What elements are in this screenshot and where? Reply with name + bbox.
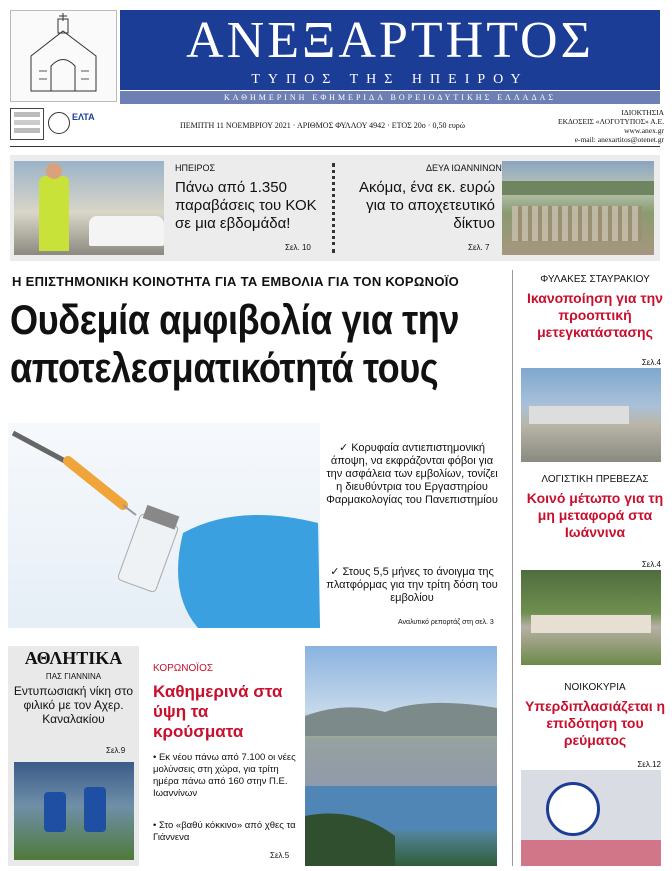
prison-photo	[521, 368, 661, 462]
teaser-kicker: ΗΠΕΙΡΟΣ	[175, 163, 216, 173]
sign-shape	[521, 840, 661, 866]
ioannina-photo	[305, 646, 497, 866]
church-emblem-icon	[11, 11, 116, 101]
publisher-info	[540, 108, 664, 144]
rc-kicker: ΛΟΓΙΣΤΙΚΗ ΠΡΕΒΕΖΑΣ	[541, 474, 649, 485]
masthead-logo	[10, 10, 117, 102]
main-headline-line: αποτελεσματικότητά τους	[10, 344, 439, 391]
masthead-subtitle: ΤΥΠΟΣ ΤΗΣ ΗΠΕΙΡΟΥ	[251, 72, 529, 87]
issue-line: ΠΕΜΠΤΗ 11 ΝΟΕΜΒΡΙΟΥ 2021 · ΑΡΙΘΜΟΣ ΦΥΛΛΟΥ 4942 · ΕΤΟΣ 20ο · 0,50 ευρώ	[180, 121, 466, 130]
teaser-photo-police	[14, 161, 164, 255]
sports-kicker: ΠΑΣ ΓΙΑΝΝΙΝΑ	[45, 672, 102, 681]
main-page-ref: Αναλυτικό ρεπορτάζ στη σελ. 3	[398, 619, 494, 626]
rc-page-ref: Σελ.4	[641, 358, 661, 367]
rc-kicker: ΦΥΛΑΚΕΣ ΣΤΑΥΡΑΚΙΟΥ	[540, 274, 650, 285]
teaser-headline[interactable]: Ακόμα, ένα εκ. ευρώ για το αποχετευτικό δίκτυο	[359, 179, 495, 232]
divider	[10, 146, 660, 147]
police-head-shape	[46, 163, 62, 179]
vaccine-photo	[8, 423, 320, 628]
masthead-title: ΑΝΕΞΑΡΤΗΤΟΣ	[186, 12, 594, 69]
main-bullet: ✓ Κορυφαία αντιεπιστημονική άποψη, να εκφράζονται φόβοι για την ασφάλεια των εμβολίων, τονίζει η διευθύντρια του Εργαστηρίου Φαρμακολογίας του Πανεπιστημίου	[326, 442, 498, 506]
teaser-separator	[332, 163, 335, 253]
building-shape	[529, 406, 629, 424]
sports-box	[8, 646, 139, 866]
teaser-photo-town	[502, 161, 654, 255]
covid-kicker: ΚΟΡΩΝΟΪΟΣ	[153, 663, 214, 674]
masthead-strip: ΚΑΘΗΜΕΡΙΝΗ ΕΦΗΜΕΡΙΔΑ ΒΟΡΕΙΟΔΥΤΙΚΗΣ ΕΛΛΑΔΑΣ	[120, 91, 660, 104]
landscape-illustration	[305, 646, 497, 866]
main-headline-line: Ουδεμία αμφιβολία για την	[10, 296, 460, 343]
police-vest-shape	[39, 176, 69, 251]
police-car-shape	[89, 216, 164, 246]
covid-bullet: • Εκ νέου πάνω από 7.100 οι νέες μολύνσεις στη χώρα, για τρίτη ημέρα πάνω από 160 στην Π.Ε. Ιωαννίνων	[153, 752, 296, 799]
sports-title: ΑΘΛΗΤΙΚΑ	[24, 648, 123, 668]
covid-bullet: • Στο «βαθύ κόκκινο» από χθες τα Γιάννενα	[153, 820, 296, 843]
seal-icon	[48, 112, 70, 134]
building-shape	[531, 615, 651, 633]
covid-headline[interactable]: Καθημερινά στα ύψη τα κρούσματα	[153, 682, 283, 741]
rc-headline[interactable]: Κοινό μέτωπο για τη μη μεταφορά στα Ιωάννινα	[526, 490, 664, 540]
player-shape	[44, 792, 66, 832]
rc-page-ref: Σελ.4	[641, 560, 661, 569]
covid-page-ref: Σελ.5	[270, 851, 290, 860]
player-shape	[84, 787, 106, 832]
main-headline[interactable]	[10, 296, 517, 392]
hills-shape	[502, 181, 654, 195]
preveza-photo	[521, 570, 661, 665]
rc-headline[interactable]: Ικανοποίηση για την προοπτική μετεγκατάστασης	[527, 290, 663, 340]
houses-shape	[512, 206, 642, 241]
masthead-banner	[120, 10, 660, 90]
publisher-website[interactable]: www.anex.gr	[624, 126, 664, 135]
rc-headline[interactable]: Υπερδιπλασιάζεται η επιδότηση του ρεύματος	[524, 698, 666, 748]
syringe-vial-illustration	[8, 423, 320, 628]
main-kicker: Η ΕΠΙΣΤΗΜΟΝΙΚΗ ΚΟΙΝΟΤΗΤΑ ΓΙΑ ΤΑ ΕΜΒΟΛΙΑ ΓΙΑ ΤΟΝ ΚΟΡΩΝΟΪΟ	[12, 274, 460, 289]
rc-page-ref: Σελ.12	[637, 760, 661, 769]
rc-kicker: ΝΟΙΚΟΚΥΡΙΑ	[564, 682, 626, 693]
deh-logo-icon	[546, 782, 600, 836]
football-photo	[14, 762, 134, 860]
teaser-page-ref: Σελ. 7	[468, 243, 490, 252]
deh-photo	[521, 770, 661, 866]
elta-logo: ΕΛΤΑ	[72, 112, 95, 122]
main-bullet: ✓ Στους 5,5 μήνες το άνοιγμα της πλατφόρμας για την τρίτη δόση του εμβολίου	[326, 566, 498, 604]
right-column	[512, 270, 666, 866]
publisher-line: ΕΚΔΟΣΕΙΣ «ΛΟΓΟΤΥΠΟΣ» Α.Ε.	[558, 117, 664, 126]
teaser-headline[interactable]: Πάνω από 1.350 παραβάσεις του ΚΟΚ σε μια εβδομάδα!	[175, 179, 317, 232]
sports-page-ref: Σελ.9	[106, 746, 126, 755]
publisher-email[interactable]: e-mail: anexartitos@otenet.gr	[574, 135, 664, 144]
postage-box	[10, 108, 44, 140]
teaser-page-ref: Σελ. 10	[285, 243, 311, 252]
teaser-band	[10, 155, 660, 261]
publisher-line: ΙΔΙΟΚΤΗΣΙΑ	[621, 108, 664, 117]
sports-headline[interactable]: Εντυπωσιακή νίκη στο φιλικό με τον Αχερ. Καναλακίου	[13, 684, 134, 726]
teaser-kicker: ΔΕΥΑ ΙΩΑΝΝΙΝΩΝ	[426, 163, 502, 173]
